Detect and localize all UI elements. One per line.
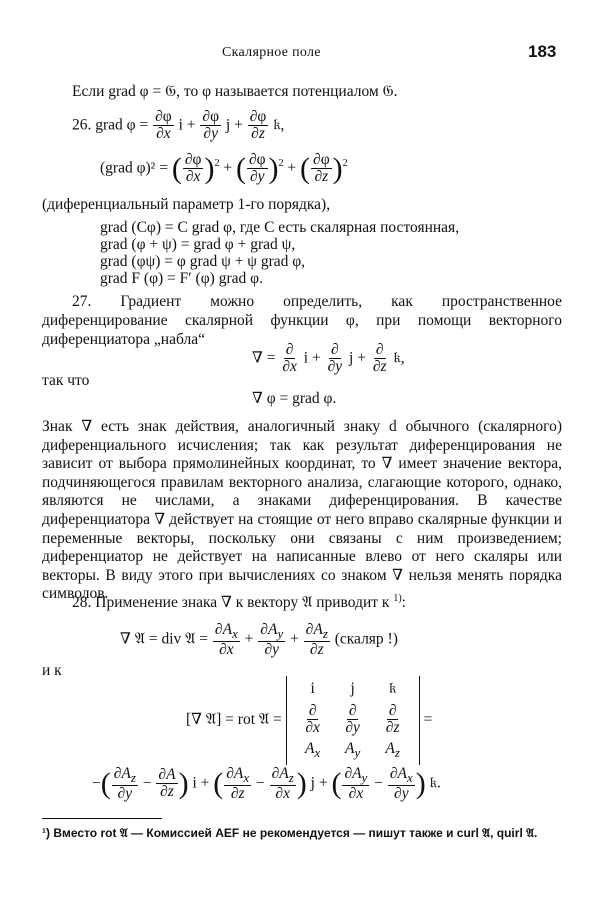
page-number: 183 — [528, 42, 557, 61]
and-to-label: и к — [42, 662, 62, 679]
grad-squared-formula: (grad φ)² = ( $\frac{\partial\varphi}{\partial x}$ )$^2$ + ( $\frac{\partial\varphi}{\partial y}$ )$^2$ + ( $\frac{\partial\varphi}{\partial z}$ )$^2$ — [100, 151, 348, 186]
so-that-label: так что — [42, 372, 90, 389]
rotor-expansion: −( $\frac{\partial A_z}{\partial y}$ − $\frac{\partial A}{\partial z}$ ) i + ( $\frac{\partial A_x}{\partial z}$ − $\frac{\partial A_z}{\partial x}$ ) j + ( $\frac{\partial A_y}{\partial x}$ − $\frac{\partial A_x}{\partial y}$ ) 𝔨. — [92, 765, 441, 802]
grad-rule: grad (φψ) = φ grad ψ + ψ grad φ, — [100, 253, 306, 270]
item-28-text: 28. Применение знака ∇ к вектору 𝔄 приводит к $^{1)}$: — [72, 593, 406, 612]
scalar-note: (скаляр !) — [334, 630, 398, 648]
nabla-definition: ∇ = $\frac{\partial}{\partial x}$ i + $\frac{\partial}{\partial y}$ j + $\frac{\partial}{\partial z}$ 𝔨, — [252, 341, 405, 376]
footnote-mark: 1) — [393, 593, 402, 604]
grad-rule: grad (Cφ) = C grad φ, где C есть скалярная постоянная, — [100, 219, 460, 236]
fraction: $\frac{\partial\varphi}{\partial y}$ — [202, 108, 220, 143]
item-26-label: 26. grad φ = — [72, 116, 149, 134]
item-28-label: 28. Применение знака ∇ к вектору 𝔄 приводит к — [72, 594, 390, 612]
potential-definition: Если grad φ = 𝔊, то φ называется потенциалом 𝔊. — [72, 83, 398, 100]
divergence-lhs: ∇ 𝔄 = div 𝔄 = — [120, 630, 209, 648]
rotor-determinant: i j 𝔨 $\frac{\partial}{\partial x}$ $\frac{\partial}{\partial y}$ $\frac{\partial}{\partial z}$ $A_x$ $A_y$ $A_z$ — [286, 676, 420, 765]
divergence-formula: ∇ 𝔄 = div 𝔄 = $\frac{\partial A_x}{\partial x}$ + $\frac{\partial A_y}{\partial y}$ + $\frac{\partial A_z}{\partial z}$ (скаляр !) — [120, 621, 398, 658]
fraction: $\frac{\partial\varphi}{\partial z}$ — [249, 108, 267, 143]
footnote-divider — [42, 818, 162, 819]
nabla-lhs: ∇ = — [252, 349, 276, 367]
item-26-grad-formula: 26. grad φ = $\frac{\partial\varphi}{\partial x}$ i + $\frac{\partial\varphi}{\partial y}$ j + $\frac{\partial\varphi}{\partial z}$ 𝔨, — [72, 108, 285, 143]
footnote: ¹) Вместо rot 𝔄 — Комиссией AEF не рекомендуется — пишут также и curl 𝔄, quirl 𝔄. — [42, 826, 538, 840]
grad-rule: grad (φ + ψ) = grad φ + grad ψ, — [100, 236, 296, 253]
nabla-explanation-paragraph: Знак ∇ есть знак действия, аналогичный знаку d обычного (скалярного) диференциального исчисления; так как результат диференцирования не зависит от выбора прямолинейных координат, то ∇ имеет значение вектора, подчиняющегося правилам векторного анализа, слагающие которого, однако, являются не числами, а знаками диференцирования. В качестве диференциатора ∇ действует на стоящие от него вправо скалярные функции и переменные векторы, поскольку они связаны с ним произведением; диференциатор не действует на написанные влево от него скаляры или векторы. В виду этого при вычислениях со знаком ∇ нельзя менять порядка символов. — [42, 418, 562, 603]
fraction: $\frac{\partial\varphi}{\partial x}$ — [155, 108, 172, 143]
grad-rule: grad F (φ) = F′ (φ) grad φ. — [100, 270, 263, 287]
rotor-formula: [∇ 𝔄] = rot 𝔄 = i j 𝔨 $\frac{\partial}{\partial x}$ $\frac{\partial}{\partial y}$ $\frac{\partial}{\partial z}$ $A_x$ $A_y$ $A_z$ = — [186, 676, 432, 765]
item-27-text: 27. Градиент можно определить, как пространственное диференцирование скалярной функции φ, при помощи векторного диференциатора „набла“ — [42, 293, 562, 348]
grad-squared-label: (grad φ)² = — [100, 159, 168, 177]
running-header: Скалярное поле — [222, 45, 321, 60]
rotor-lhs: [∇ 𝔄] = rot 𝔄 = — [186, 711, 282, 729]
nabla-grad-formula: ∇ φ = grad φ. — [252, 390, 337, 407]
differential-parameter-note: (диференциальный параметр 1-го порядка), — [42, 196, 331, 213]
